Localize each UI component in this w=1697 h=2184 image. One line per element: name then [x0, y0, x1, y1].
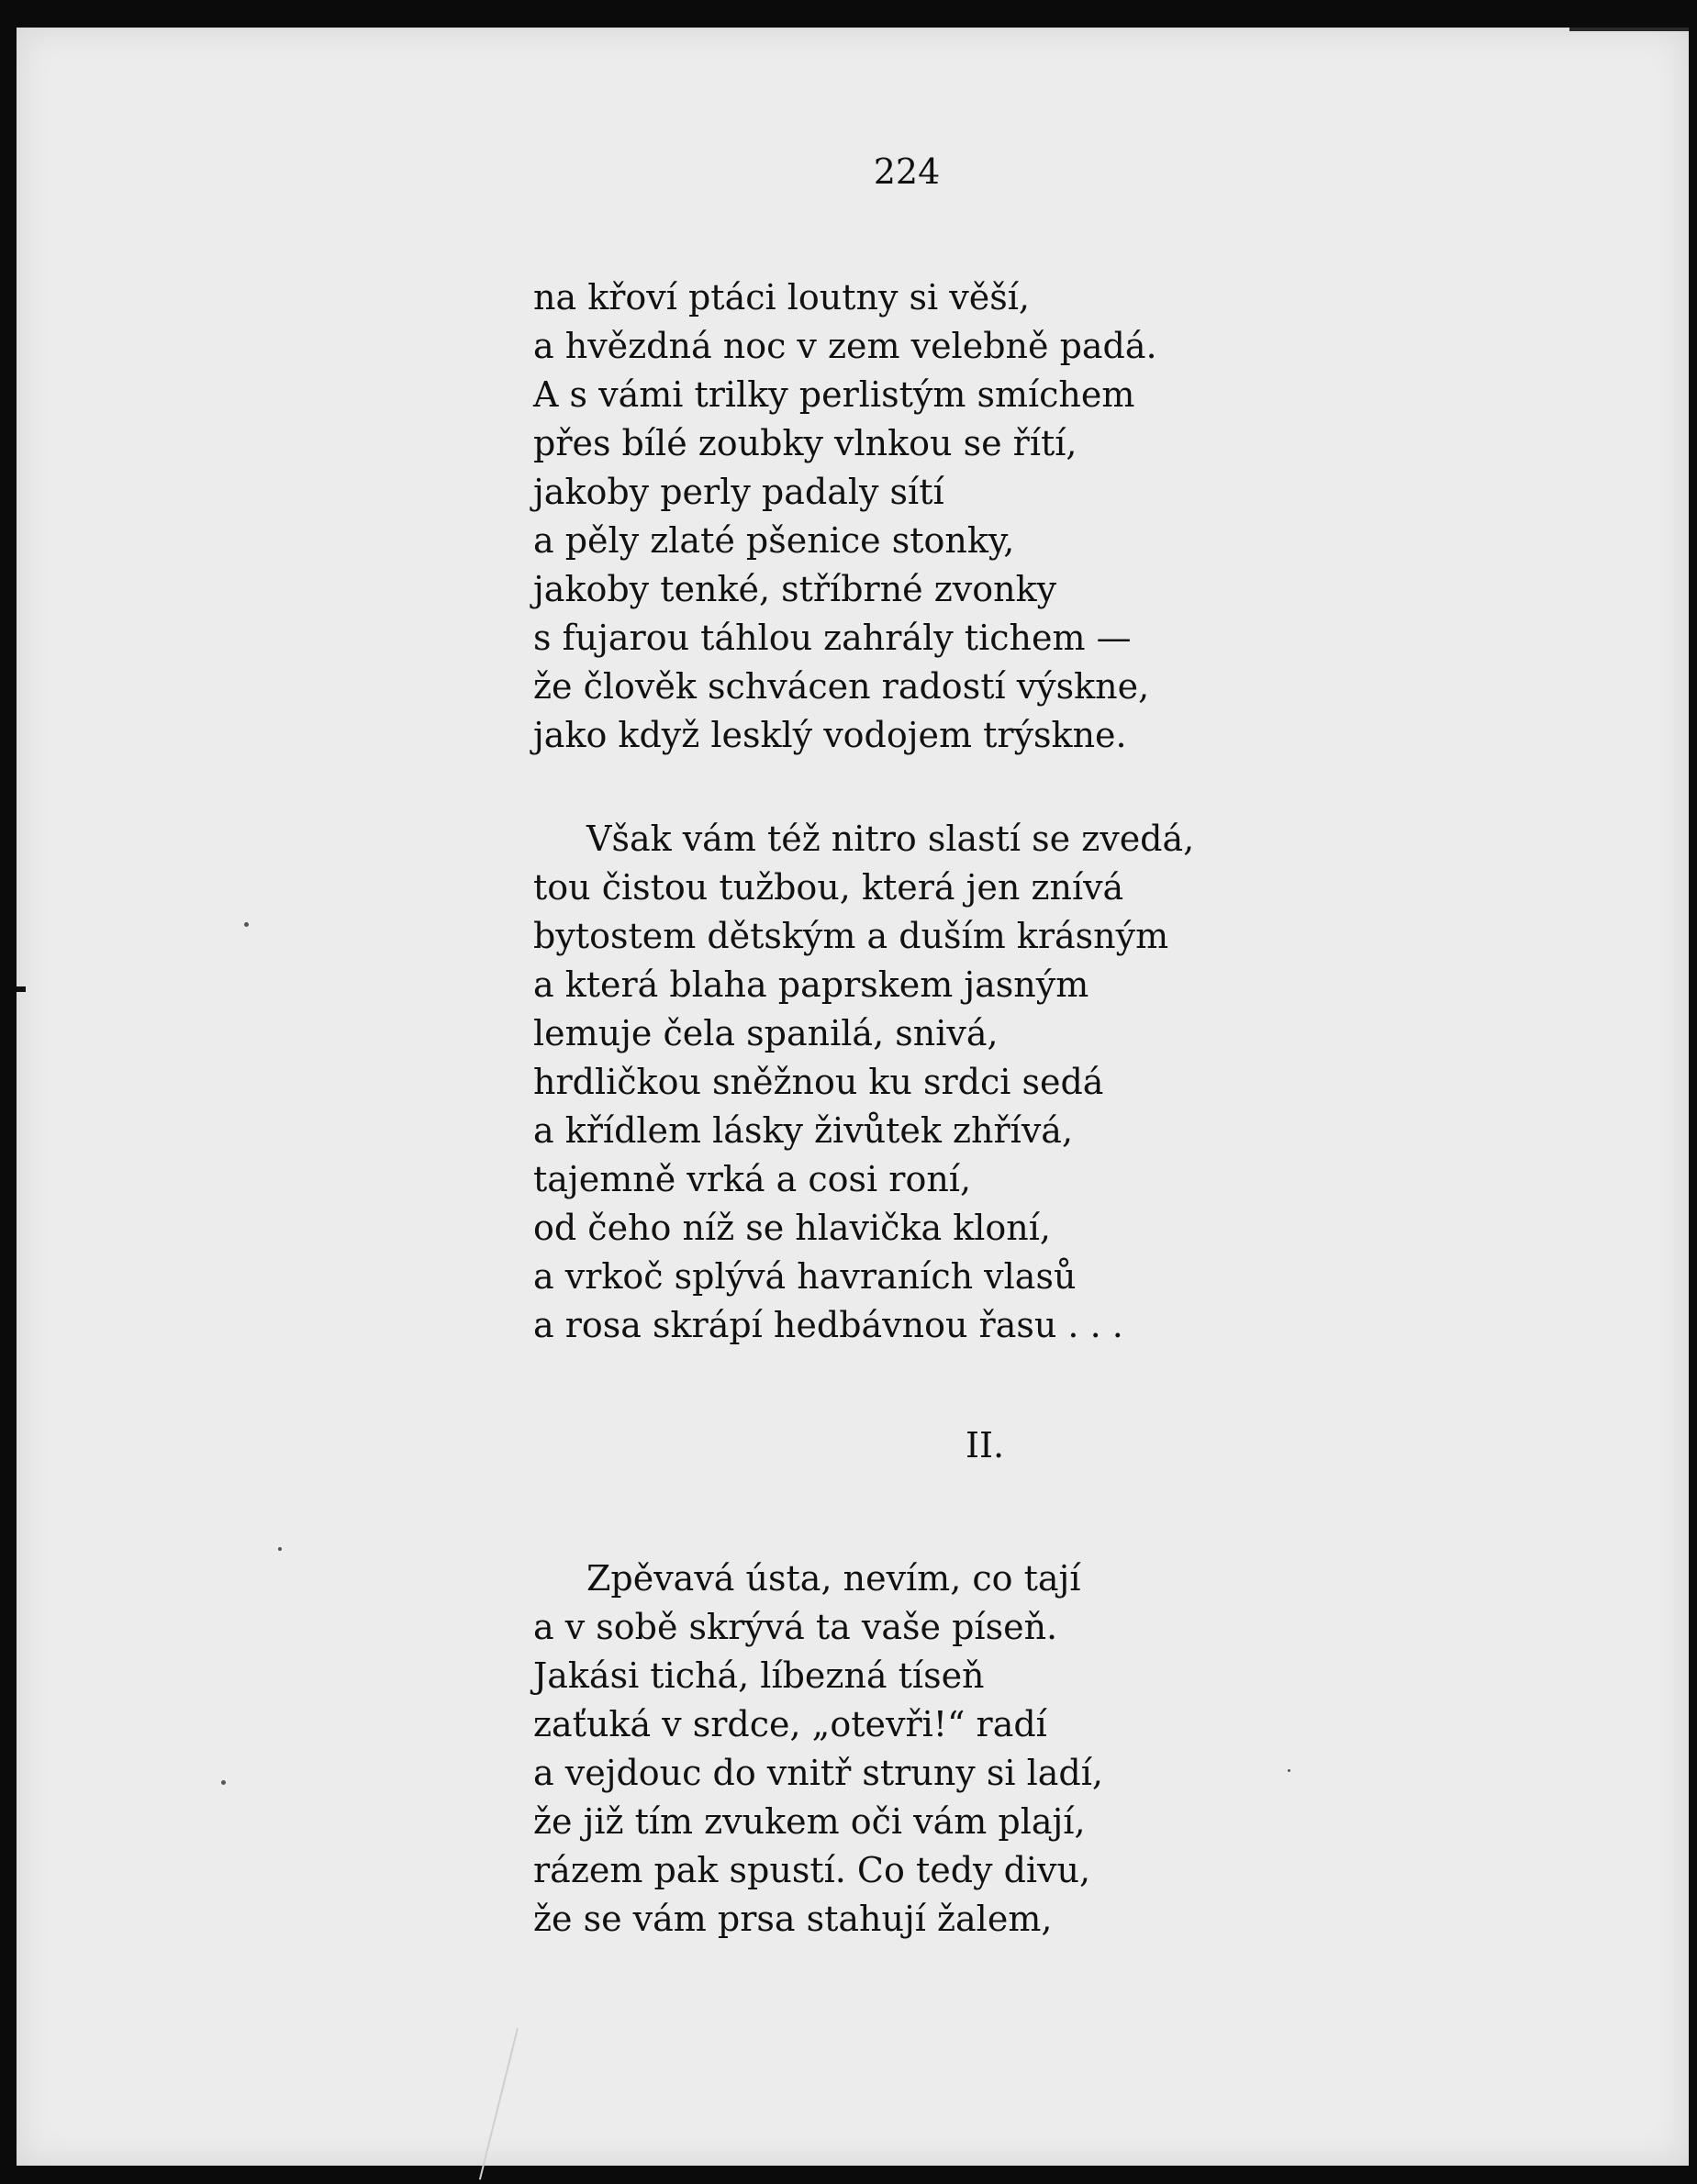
poem-line: a vrkoč splývá havraních vlasů: [533, 1256, 1077, 1297]
poem-line: zaťuká v srdce, „otevři!“ radí: [533, 1704, 1047, 1744]
page-number: 224: [873, 151, 941, 192]
poem-line: Jakási tichá, líbezná tíseň: [533, 1655, 985, 1696]
poem-line: bytostem dětským a duším krásným: [533, 916, 1169, 956]
ink-speck: [244, 922, 249, 927]
poem-line: jakoby tenké, stříbrné zvonky: [533, 569, 1057, 609]
poem-line: a která blaha paprskem jasným: [533, 964, 1089, 1005]
poem-line: s fujarou táhlou zahrály tichem —: [533, 618, 1132, 658]
poem-line: přes bílé zoubky vlnkou se řítí,: [533, 423, 1077, 463]
poem-line: že již tím zvukem oči vám plají,: [533, 1801, 1086, 1842]
top-edge-rule: [1569, 28, 1689, 31]
poem-line: a v sobě skrývá ta vaše píseň.: [533, 1607, 1058, 1647]
poem-line: A s vámi trilky perlistým smíchem: [533, 374, 1135, 415]
poem-line: a křídlem lásky živůtek zhřívá,: [533, 1110, 1074, 1151]
margin-mark: [17, 986, 26, 992]
ink-speck: [278, 1547, 282, 1551]
poem-line: a vejdouc do vnitř struny si ladí,: [533, 1753, 1103, 1793]
poem-line: že člověk schvácen radostí výskne,: [533, 666, 1150, 707]
ink-speck: [1288, 1769, 1290, 1772]
poem-line: a rosa skrápí hedbávnou řasu . . .: [533, 1305, 1123, 1345]
poem-line: a pěly zlaté pšenice stonky,: [533, 520, 1015, 561]
poem-line: Však vám též nitro slastí se zvedá,: [586, 819, 1195, 859]
poem-line: jakoby perly padaly sítí: [533, 472, 944, 512]
poem-line: od čeho níž se hlavička kloní,: [533, 1208, 1051, 1248]
poem-line: jako když lesklý vodojem trýskne.: [533, 715, 1127, 755]
poem-line: a hvězdná noc v zem velebně padá.: [533, 326, 1157, 366]
ink-speck: [221, 1780, 226, 1785]
paper-crease: [479, 2028, 519, 2179]
poem-line: lemuje čela spanilá, snivá,: [533, 1013, 999, 1053]
poem-line: hrdličkou sněžnou ku srdci sedá: [533, 1062, 1104, 1102]
poem-line: Zpěvavá ústa, nevím, co tají: [586, 1558, 1081, 1599]
poem-stanza-1: [533, 273, 1157, 760]
poem-line: na křoví ptáci loutny si věší,: [533, 277, 1030, 318]
book-page: [17, 28, 1689, 2166]
poem-stanza-2: [533, 815, 1194, 1350]
poem-stanza-3: [533, 1554, 1103, 1944]
poem-line: rázem pak spustí. Co tedy divu,: [533, 1850, 1091, 1890]
section-heading: II.: [965, 1425, 1005, 1465]
poem-line: že se vám prsa stahují žalem,: [533, 1899, 1053, 1939]
poem-line: tajemně vrká a cosi roní,: [533, 1159, 972, 1199]
poem-line: tou čistou tužbou, která jen znívá: [533, 867, 1124, 908]
